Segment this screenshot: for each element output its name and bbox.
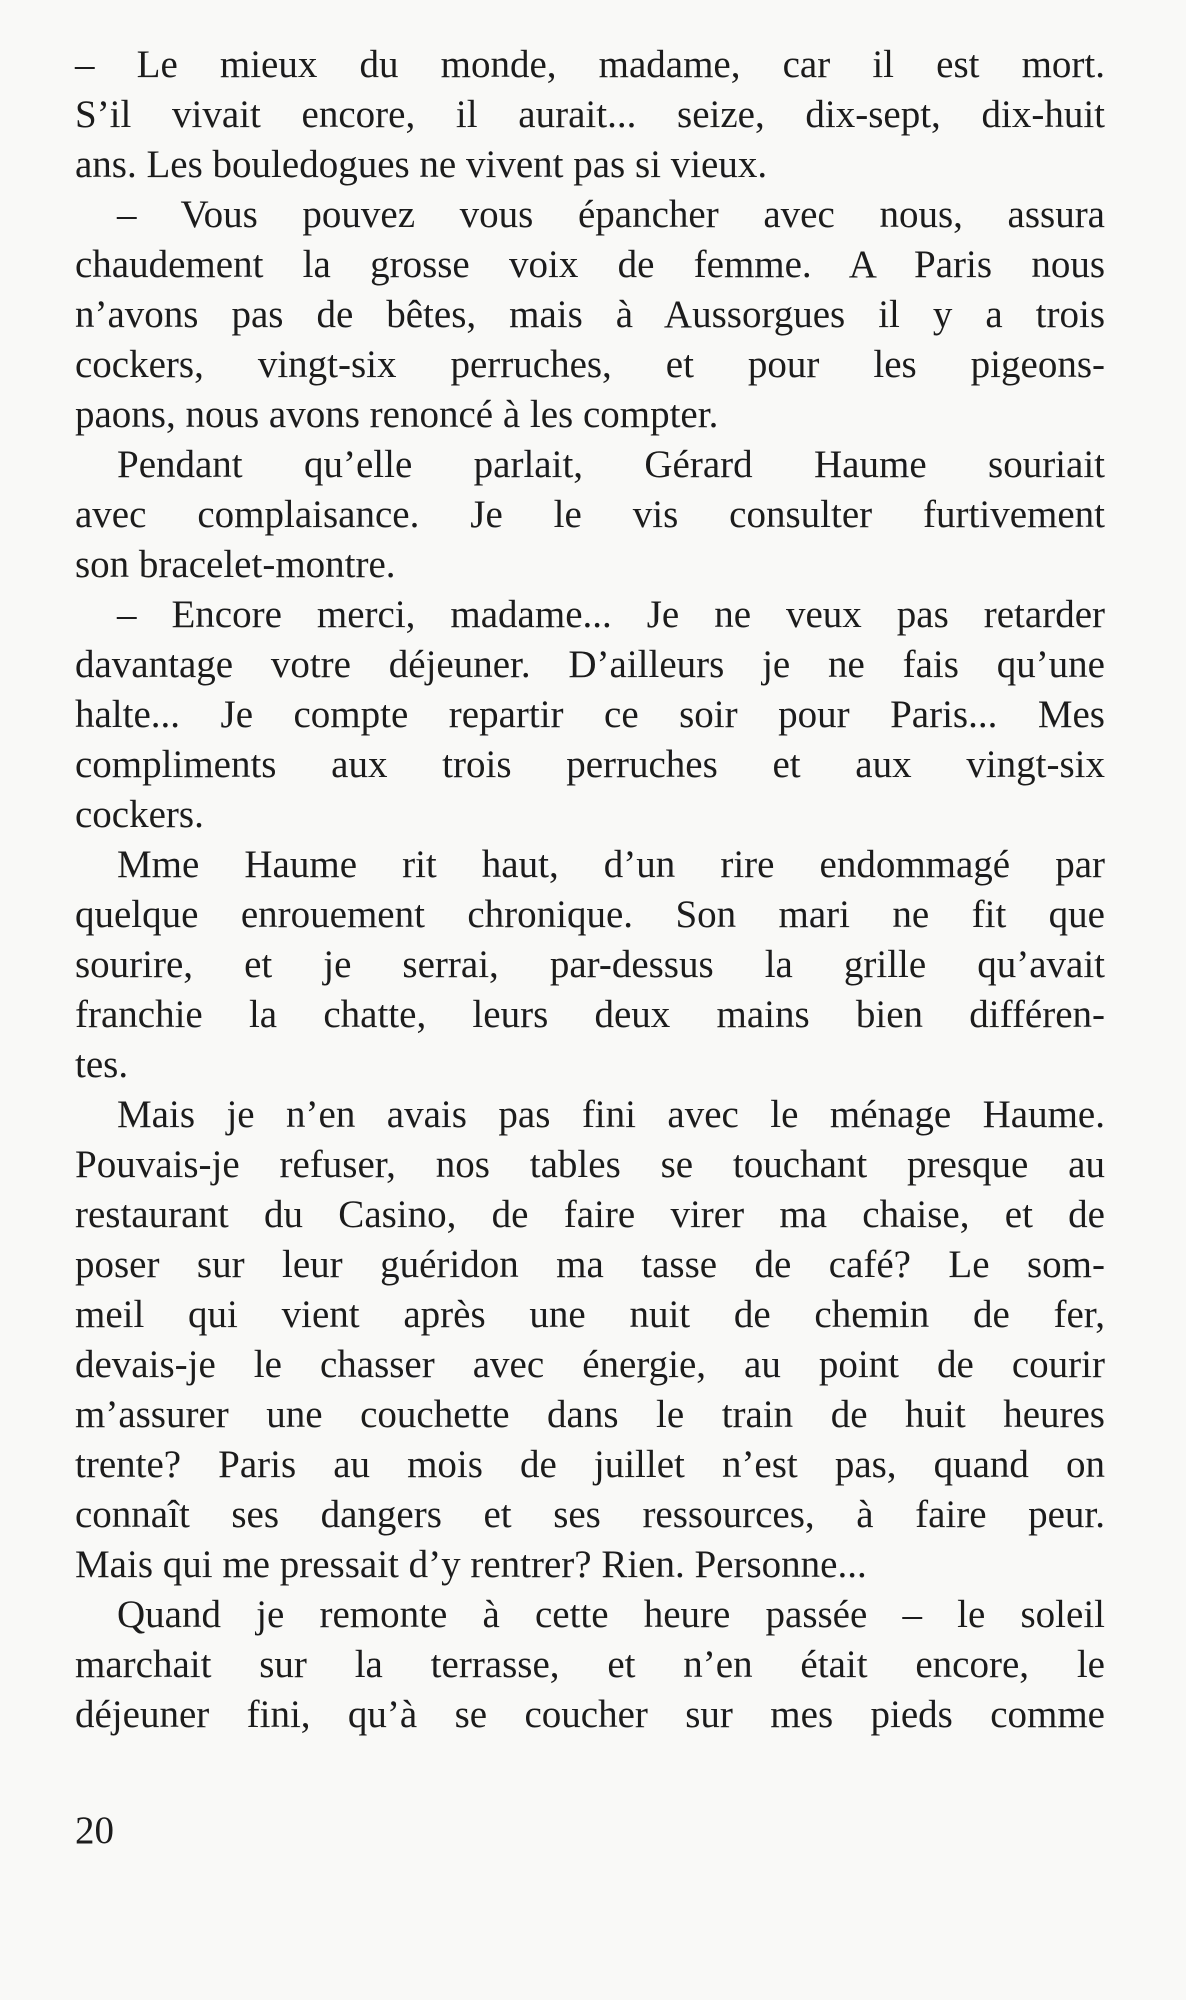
text-line: Pouvais-je refuser, nos tables se touchant presque au <box>75 1143 1105 1186</box>
text-line: meil qui vient après une nuit de chemin de fer, <box>75 1293 1105 1336</box>
text-line: Pendant qu’elle parlait, Gérard Haume souriait <box>117 443 1105 486</box>
text-line: marchait sur la terrasse, et n’en était encore, le <box>75 1643 1105 1686</box>
text-line: – Encore merci, madame... Je ne veux pas retarder <box>117 593 1105 636</box>
text-line: cockers. <box>75 793 204 836</box>
text-line: restaurant du Casino, de faire virer ma chaise, et de <box>75 1193 1105 1236</box>
text-line: franchie la chatte, leurs deux mains bien différen- <box>75 993 1105 1036</box>
text-line: déjeuner fini, qu’à se coucher sur mes pieds comme <box>75 1693 1105 1736</box>
text-line: Mais je n’en avais pas fini avec le ménage Haume. <box>117 1093 1105 1136</box>
text-line: ans. Les bouledogues ne vivent pas si vieux. <box>75 143 768 186</box>
page-number: 20 <box>75 1809 114 1852</box>
text-line: Mais qui me pressait d’y rentrer? Rien. Personne... <box>75 1543 867 1586</box>
text-line: devais-je le chasser avec énergie, au point de courir <box>75 1343 1105 1386</box>
text-line: Mme Haume rit haut, d’un rire endommagé par <box>117 843 1105 886</box>
text-line: tes. <box>75 1043 129 1086</box>
text-line: n’avons pas de bêtes, mais à Aussorgues il y a trois <box>75 293 1105 336</box>
text-line: – Vous pouvez vous épancher avec nous, assura <box>117 193 1105 236</box>
text-line: m’assurer une couchette dans le train de huit heures <box>75 1393 1105 1436</box>
text-line: paons, nous avons renoncé à les compter. <box>75 393 719 436</box>
text-line: trente? Paris au mois de juillet n’est pas, quand on <box>75 1443 1105 1486</box>
text-line: chaudement la grosse voix de femme. A Paris nous <box>75 243 1105 286</box>
text-line: quelque enrouement chronique. Son mari ne fit que <box>75 893 1105 936</box>
text-line: son bracelet-montre. <box>75 543 396 586</box>
text-line: connaît ses dangers et ses ressources, à faire peur. <box>75 1493 1105 1536</box>
text-line: cockers, vingt-six perruches, et pour les pigeons- <box>75 343 1105 386</box>
text-line: Quand je remonte à cette heure passée – le soleil <box>117 1593 1105 1636</box>
body-text <box>75 40 1105 1740</box>
text-line: halte... Je compte repartir ce soir pour Paris... Mes <box>75 693 1105 736</box>
text-line: poser sur leur guéridon ma tasse de café? Le som- <box>75 1243 1105 1286</box>
text-line: compliments aux trois perruches et aux vingt-six <box>75 743 1105 786</box>
text-line: – Le mieux du monde, madame, car il est mort. <box>75 43 1105 86</box>
text-line: sourire, et je serrai, par-dessus la grille qu’avait <box>75 943 1105 986</box>
text-line: davantage votre déjeuner. D’ailleurs je ne fais qu’une <box>75 643 1105 686</box>
text-line: S’il vivait encore, il aurait... seize, dix-sept, dix-huit <box>75 93 1105 136</box>
text-line: avec complaisance. Je le vis consulter furtivement <box>75 493 1105 536</box>
